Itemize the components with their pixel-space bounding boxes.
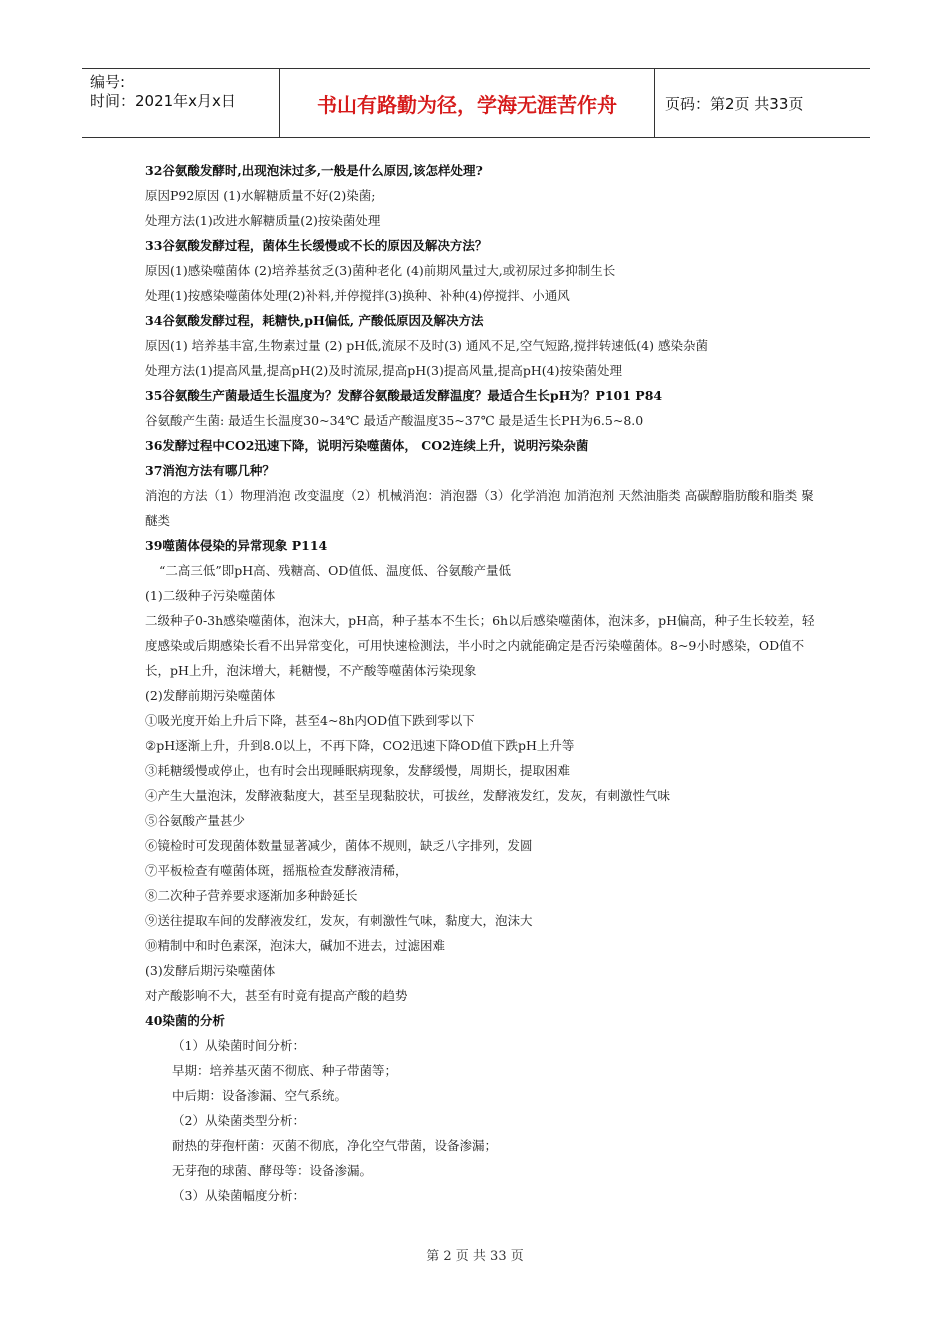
text-line: (3)发酵后期污染噬菌体 — [145, 963, 276, 978]
text-line: 处理方法(1)改进水解糖质量(2)按染菌处理 — [145, 213, 381, 228]
page-header — [82, 68, 870, 138]
text-line: 早期：培养基灭菌不彻底、种子带菌等； — [172, 1063, 398, 1078]
text-line: ⑩精制中和时色素深，泡沫大，碱加不进去，过滤困难 — [145, 938, 446, 953]
text-line: 耐热的芽孢杆菌：灭菌不彻底，净化空气带菌，设备渗漏； — [172, 1138, 498, 1153]
section-heading: 33谷氨酸发酵过程，菌体生长缓慢或不长的原因及解决方法？ — [145, 238, 488, 253]
section-heading: 35谷氨酸生产菌最适生长温度为？发酵谷氨酸最适发酵温度？最适合生长pH为？P101 P84 — [145, 388, 663, 403]
section-heading: 32谷氨酸发酵时,出现泡沫过多,一般是什么原因,该怎样处理? — [145, 163, 483, 178]
section-heading: 40染菌的分析 — [145, 1013, 225, 1028]
text-line: （1）从染菌时间分析： — [172, 1038, 305, 1053]
text-line: 处理方法(1)提高风量,提高pH(2)及时流尿,提高pH(3)提高风量,提高pH(4)按染菌处理 — [145, 363, 622, 378]
text-line: ③耗糖缓慢或停止，也有时会出现睡眠病现象，发酵缓慢，周期长，提取困难 — [145, 763, 571, 778]
text-line: (2)发酵前期污染噬菌体 — [145, 688, 276, 703]
text-line: ⑤谷氨酸产量甚少 — [145, 813, 246, 828]
text-line: ①吸光度开始上升后下降，甚至4~8h内OD值下跌到零以下 — [145, 713, 475, 728]
section-heading: 34谷氨酸发酵过程，耗糖快,pH偏低, 产酸低原因及解决方法 — [145, 313, 484, 328]
header-meta — [82, 69, 280, 137]
text-line: ⑦平板检查有噬菌体斑，摇瓶检查发酵液清稀， — [145, 863, 408, 878]
text-line: 原因(1) 培养基丰富,生物素过量 (2) pH低,流尿不及时(3) 通风不足,空气短路,搅拌转速低(4) 感染杂菌 — [145, 338, 708, 353]
header-page-info: 页码：第2页 共33页 — [665, 94, 804, 113]
text-line: 消泡的方法（1）物理消泡 改变温度（2）机械消泡：消泡器（3）化学消泡 加消泡剂 天然油脂类 高碳醇脂肪酸和脂类 聚醚类 — [145, 488, 814, 528]
text-line: “二高三低”即pH高、残糖高、OD值低、温度低、谷氨酸产量低 — [159, 563, 511, 578]
section-heading: 36发酵过程中CO2迅速下降，说明污染噬菌体， CO2连续上升，说明污染杂菌 — [145, 438, 589, 453]
text-line: 原因P92原因 (1)水解糖质量不好(2)染菌; — [145, 188, 376, 203]
text-line: 处理(1)按感染噬菌体处理(2)补料,并停搅拌(3)换种、补种(4)停搅拌、小通风 — [145, 288, 570, 303]
text-line: 中后期：设备渗漏、空气系统。 — [172, 1088, 348, 1103]
text-line: 二级种子0-3h感染噬菌体，泡沫大，pH高，种子基本不生长；6h以后感染噬菌体，泡沫多，pH偏高，种子生长较差，轻度感染或后期感染长看不出异常变化，可用快速检测法，半小时之内就能确定是否污染噬菌体。8~9小时感染，OD值不长，pH上升，泡沫增大，耗糖慢，不产酸等噬菌体污染现象 — [145, 613, 815, 678]
document-body — [145, 158, 817, 1208]
header-code: 编号: — [90, 73, 126, 91]
header-time: 时间：2021年x月x日 — [90, 92, 236, 110]
text-line: (1)二级种子污染噬菌体 — [145, 588, 276, 603]
text-line: ④产生大量泡沫，发酵液黏度大，甚至呈现黏胶状，可拔丝，发酵液发红，发灰，有刺激性气味 — [145, 788, 671, 803]
section-heading: 39噬菌体侵染的异常现象 P114 — [145, 538, 328, 553]
header-motto: 书山有路勤为径，学海无涯苦作舟 — [280, 69, 655, 137]
text-line: ⑧二次种子营养要求逐渐加多种龄延长 — [145, 888, 358, 903]
text-line: （3）从染菌幅度分析： — [172, 1188, 305, 1203]
text-line: （2）从染菌类型分析： — [172, 1113, 305, 1128]
text-line: 无芽孢的球菌、酵母等：设备渗漏。 — [172, 1163, 373, 1178]
text-line: 对产酸影响不大，甚至有时竟有提高产酸的趋势 — [145, 988, 408, 1003]
page-footer: 第 2 页 共 33 页 — [426, 1249, 524, 1264]
text-line: ⑥镜检时可发现菌体数量显著减少，菌体不规则，缺乏八字排列，发圆 — [145, 838, 533, 853]
text-line: ②pH逐渐上升，升到8.0以上，不再下降，CO2迅速下降OD值下跌pH上升等 — [145, 738, 575, 753]
text-line: 谷氨酸产生菌: 最适生长温度30~34℃ 最适产酸温度35~37℃ 最是适生长PH为6.5~8.0 — [145, 413, 644, 428]
section-heading: 37消泡方法有哪几种？ — [145, 463, 275, 478]
text-line: ⑨送往提取车间的发酵液发红，发灰，有刺激性气味，黏度大，泡沫大 — [145, 913, 533, 928]
text-line: 原因(1)感染噬菌体 (2)培养基贫乏(3)菌种老化 (4)前期风量过大,或初尿过多抑制生长 — [145, 263, 616, 278]
